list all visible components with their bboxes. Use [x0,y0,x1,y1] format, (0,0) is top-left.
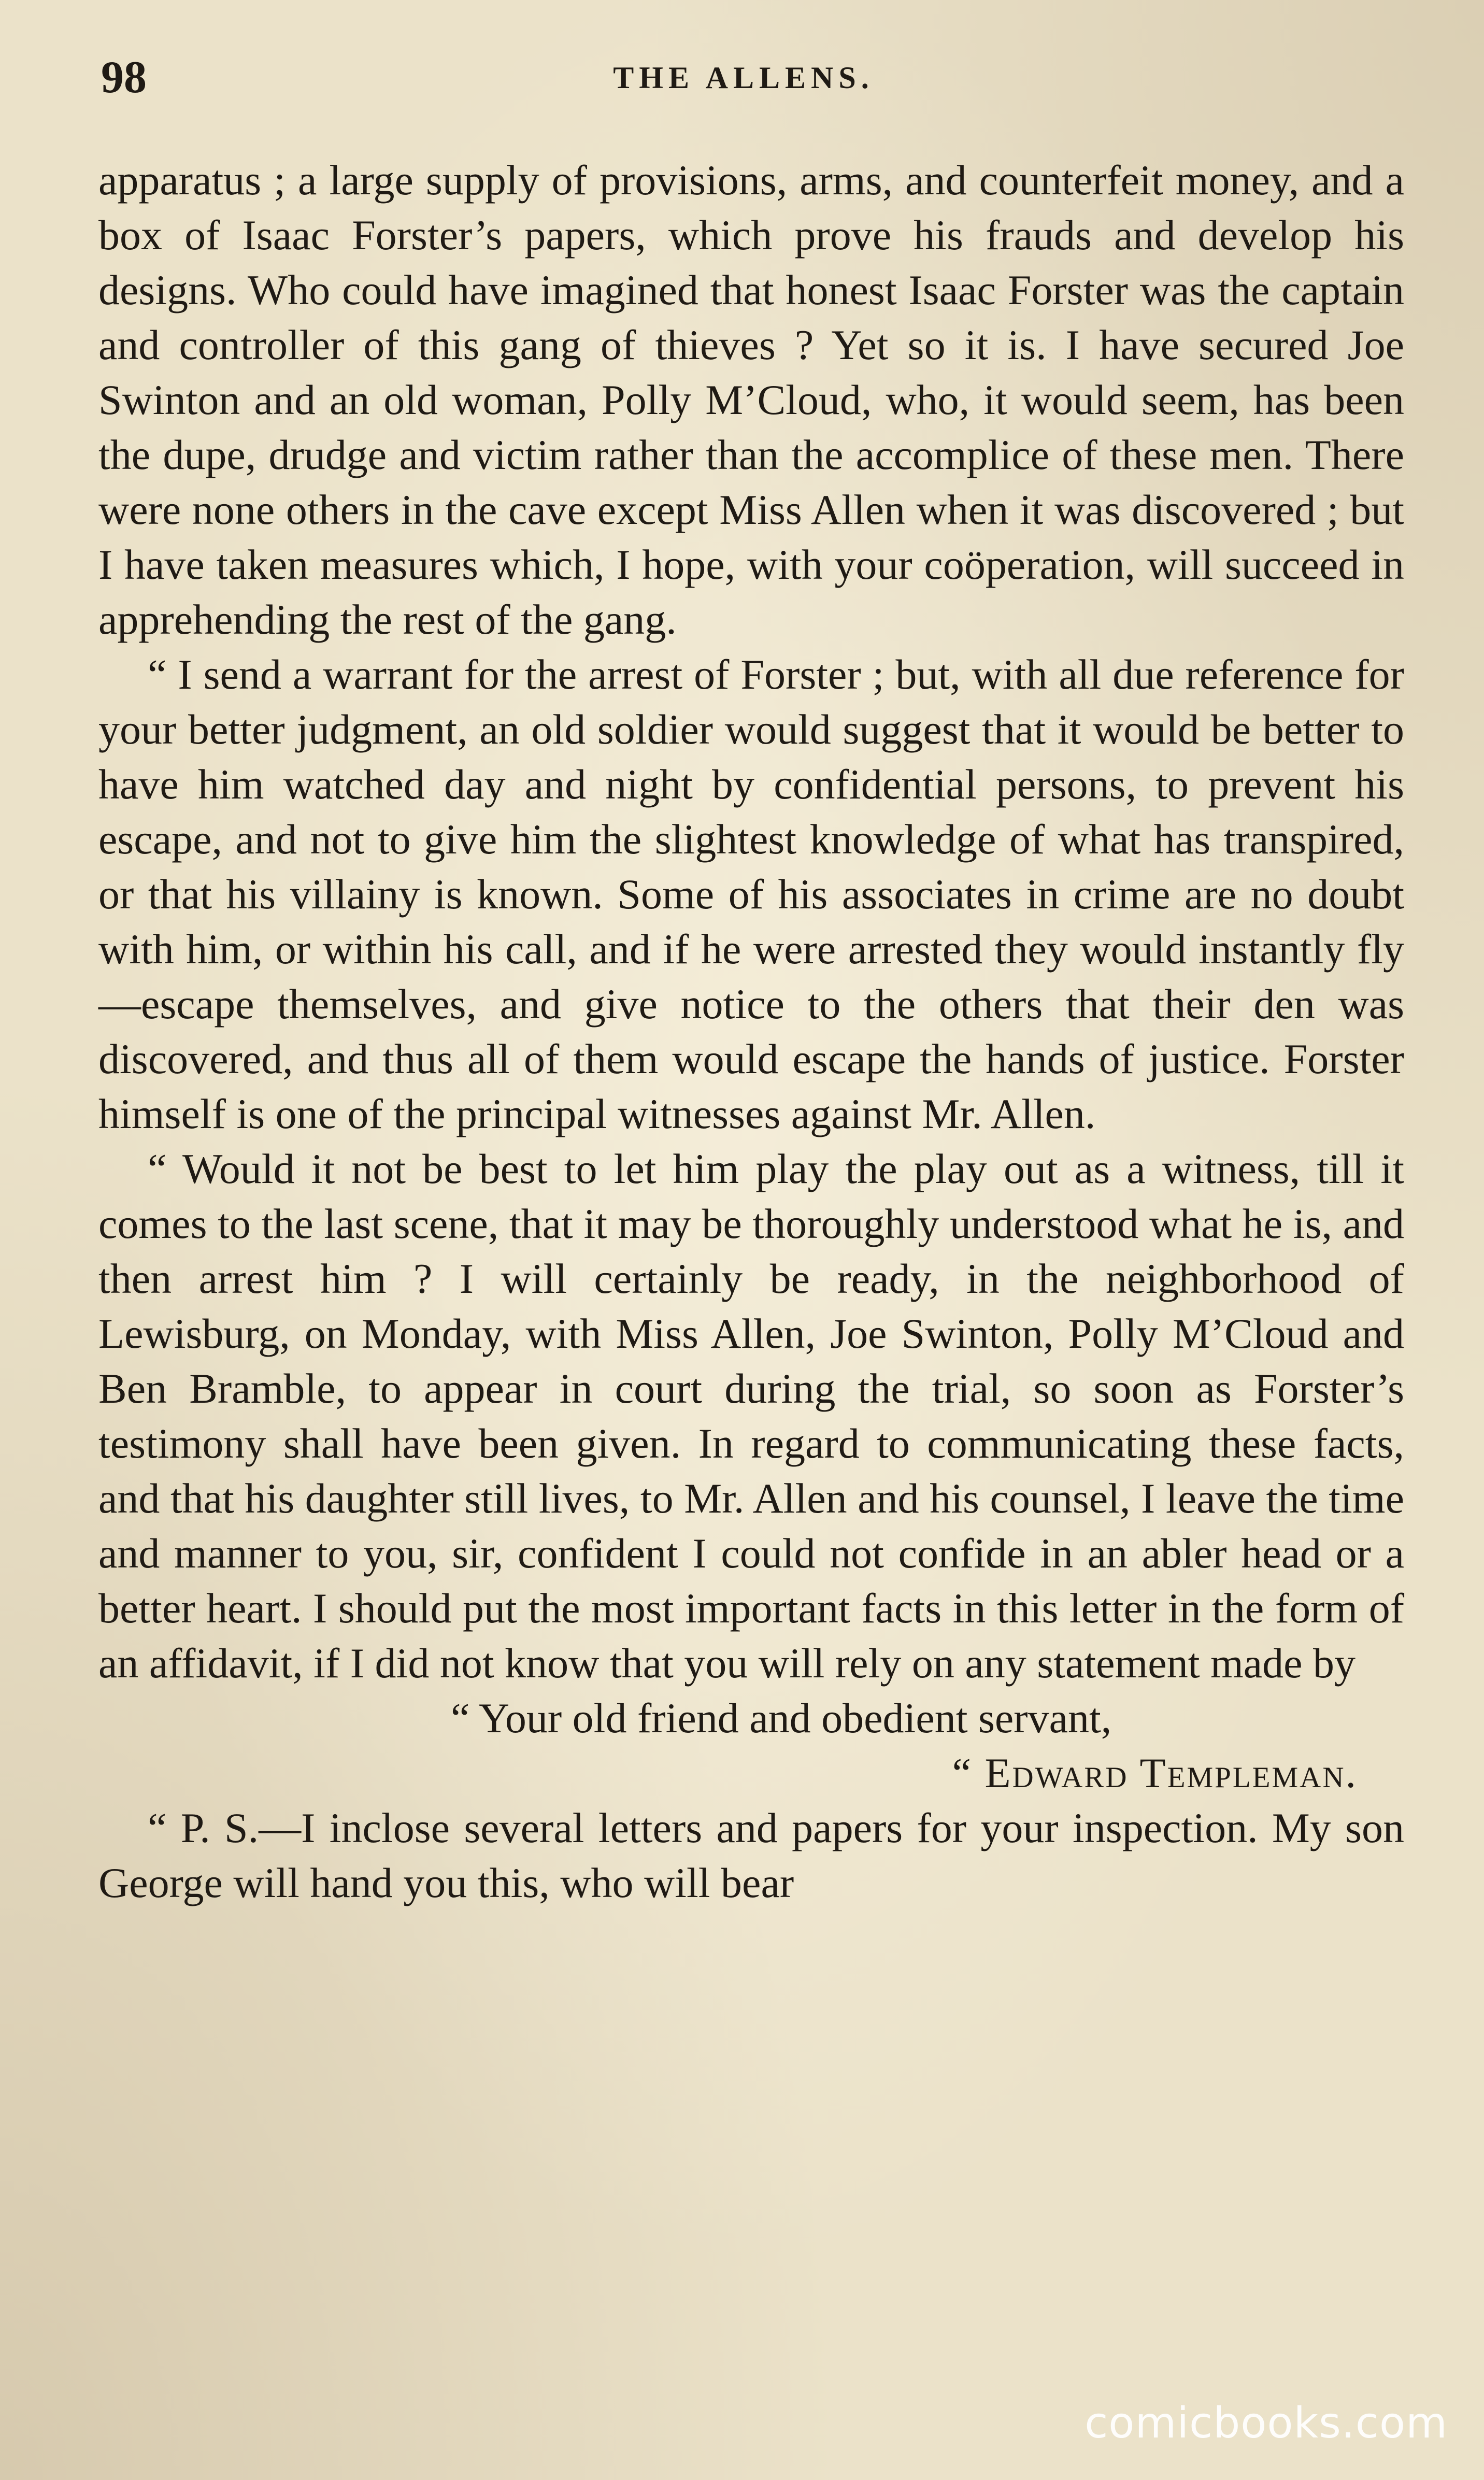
paragraph-3: “ Would it not be best to let him play the play out as a witness, till it comes to the last scene, that it may be thoroughly understood what he is, and then arrest him ? I will certainly be ready, in the neighborhood of Lewisburg, on Monday, with Miss Allen, Joe Swinton, Polly M’Cloud and Ben Bramble, to appear in court during the trial, so soon as Forster’s testimony shall have been given. In regard to communicating these facts, and that his daughter still lives, to Mr. Allen and his counsel, I leave the time and manner to you, sir, confident I could not confide in an abler head or a better heart. I should put the most important facts in this letter in the form of an affidavit, if I did not know that you will rely on any statement made by [98,1145,1404,1687]
paragraph-1: apparatus ; a large supply of provisions, arms, and counterfeit money, and a box of Isaac Forster’s papers, which prove his frauds and develop his designs. Who could have imagined that honest Isaac Forster was the captain and controller of this gang of thieves ? Yet so it is. I have secured Joe Swinton and an old woman, Polly M’Cloud, who, it would seem, has been the dupe, drudge and victim rather than the accomplice of these men. There were none others in the cave except Miss Allen when it was discovered ; but I have taken measures which, I hope, with your coöperation, will succeed in apprehending the rest of the gang. [98,156,1404,643]
page-number: 98 [101,52,147,103]
body-text [98,153,1404,1911]
watermark: comicbooks.com [1085,2399,1448,2448]
paragraph-2: “ I send a warrant for the arrest of Forster ; but, with all due reference for your better judgment, an old soldier would suggest that it would be better to have him watched day and night by confidential persons, to prevent his escape, and not to give him the slightest knowledge of what has transpired, or that his villainy is known. Some of his associates in crime are no doubt with him, or within his call, and if he were arrested they would instantly fly—escape themselves, and give notice to the others that their den was discovered, and thus all of them would escape the hands of justice. Forster himself is one of the principal witnesses against Mr. Allen. [98,651,1404,1137]
page-header [101,49,1386,106]
letter-closing: “ Your old friend and obedient servant, [451,1694,1112,1742]
postscript: “ P. S.—I inclose several letters and papers for your inspection. My son George will hand you this, who will bear [98,1804,1404,1906]
running-head: THE ALLENS. [613,61,874,95]
letter-signature: “ Edward Templeman. [952,1749,1358,1797]
